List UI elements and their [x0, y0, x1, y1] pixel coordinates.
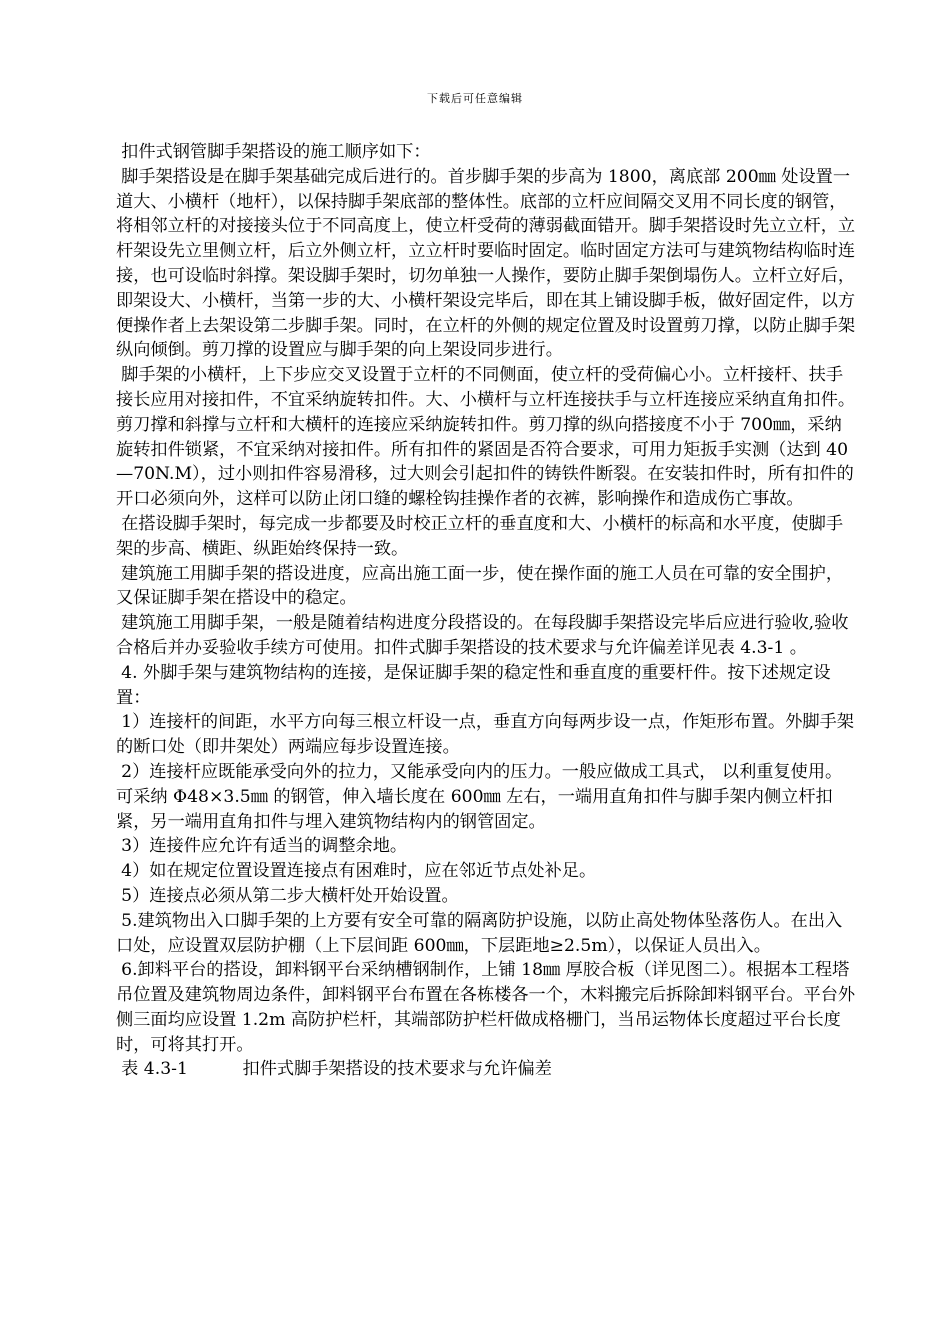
paragraph: 建筑施工用脚手架，一般是随着结构进度分段搭设的。在每段脚手架搭设完毕后应进行验收,验收合格后并办妥验收手续方可使用。扣件式脚手架搭设的技术要求与允许偏差详见表 4.3-1 。 [116, 613, 849, 658]
paragraph: 5.建筑物出入口脚手架的上方要有安全可靠的隔离防护设施，以防止高处物体坠落伤人。在出入口处，应设置双层防护棚（上下层间距 600㎜，下层距地≥2.5m），以保证人员出入。 [116, 910, 843, 956]
paragraph: 在搭设脚手架时，每完成一步都要及时校正立杆的垂直度和大、小横杆的标高和水平度，使脚手架的步高、横距、纵距始终保持一致。 [116, 513, 844, 559]
paragraph: 2）连接杆应既能承受向外的拉力，又能承受向内的压力。一般应做成工具式， 以利重复使用。可采纳 Φ48×3.5㎜ 的钢管，伸入墙长度在 600㎜ 左右，一端用直角扣件与脚手架内侧立杆扣紧，另一端用直角扣件与埋入建筑物结构内的钢管固定。 [116, 761, 843, 832]
paragraph: 1）连接杆的间距，水平方向每三根立杆设一点，垂直方向每两步设一点，作矩形布置。外脚手架的断口处（即井架处）两端应每步设置连接。 [116, 712, 854, 758]
header-note: 下载后可任意编辑 [427, 92, 523, 105]
paragraph: 3）连接件应允许有适当的调整余地。 [121, 836, 408, 857]
document-body [116, 140, 856, 1082]
paragraph: 建筑施工用脚手架的搭设进度，应高出施工面一步，使在操作面的施工人员在可靠的安全围护，又保证脚手架在搭设中的稳定。 [116, 563, 844, 609]
paragraph: 4. 外脚手架与建筑物结构的连接，是保证脚手架的稳定性和垂直度的重要杆件。按下述规定设置： [116, 662, 831, 708]
paragraph: 脚手架搭设是在脚手架基础完成后进行的。首步脚手架的步高为 1800，离底部 200㎜ 处设置一道大、小横杆（地杆），以保持脚手架底部的整体性。底部的立杆应间隔交叉用不同长度的钢管，将相邻立杆的对接接头位于不同高度上，使立杆受荷的薄弱截面错开。脚手架搭设时先立立杆，立杆架设先立里侧立杆，后立外侧立杆，立立杆时要临时固定。临时固定方法可与建筑物结构临时连接，也可设临时斜撑。架设脚手架时，切勿单独一人操作，要防止脚手架倒塌伤人。立杆立好后，即架设大、小横杆，当第一步的大、小横杆架设完毕后，即在其上铺设脚手板，做好固定件，以方便操作者上去架设第二步脚手架。同时，在立杆的外侧的规定位置及时设置剪刀撑，以防止脚手架纵向倾倒。剪刀撑的设置应与脚手架的向上架设同步进行。 [116, 166, 856, 361]
table-caption: 表 4.3-1 扣件式脚手架搭设的技术要求与允许偏差 [121, 1059, 552, 1080]
paragraph: 扣件式钢管脚手架搭设的施工顺序如下： [121, 142, 431, 162]
paragraph: 4）如在规定位置设置连接点有困难时，应在邻近节点处补足。 [121, 861, 597, 882]
paragraph: 脚手架的小横杆，上下步应交叉设置于立杆的不同侧面，使立杆的受荷偏心小。立杆接杆、扶手接长应用对接扣件，不宜采纳旋转扣件。大、小横杆与立杆连接扶手与立杆连接应采纳直角扣件。剪刀撑和斜撑与立杆和大横杆的连接应采纳旋转扣件。剪刀撑的纵向搭接度不小于 700㎜，采纳旋转扣件锁紧，不宜采纳对接扣件。所有扣件的紧固是否符合要求，可用力矩扳手实测（达到 40—70N.M），过小则扣件容易滑移，过大则会引起扣件的铸铁件断裂。在安装扣件时，所有扣件的开口必须向外，这样可以防止闭口缝的螺栓钩挂操作者的衣裤，影响操作和造成伤亡事故。 [116, 365, 856, 510]
paragraph: 6.卸料平台的搭设，卸料钢平台采纳槽钢制作，上铺 18㎜ 厚胶合板（详见图二）。根据本工程塔吊位置及建筑物周边条件，卸料钢平台布置在各栋楼各一个，木料搬完后拆除卸料钢平台。平台外侧三面均应设置 1.2m 高防护栏杆，其端部防护栏杆做成格栅门，当吊运物体长度超过平台长度时，可将其打开。 [116, 960, 856, 1055]
paragraph: 5）连接点必须从第二步大横杆处开始设置。 [121, 885, 459, 906]
